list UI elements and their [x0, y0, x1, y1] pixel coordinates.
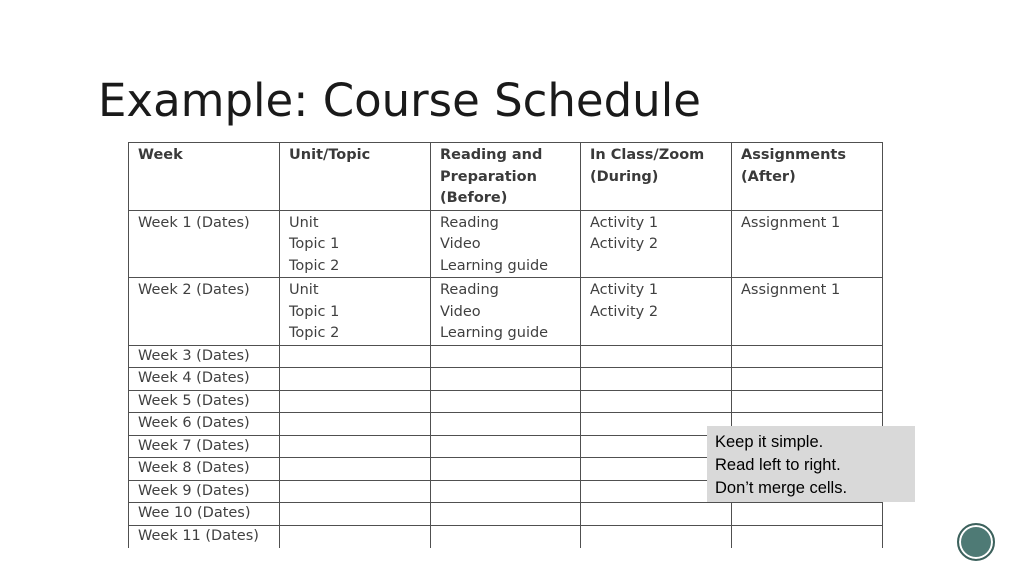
empty-cell: [732, 345, 883, 368]
empty-cell: [280, 480, 431, 503]
empty-cell: [280, 345, 431, 368]
header-line: Preparation: [440, 168, 537, 185]
week-cell: Week 11 (Dates): [129, 525, 280, 548]
header-assignments: [732, 143, 883, 211]
week-cell: Week 4 (Dates): [129, 368, 280, 391]
empty-cell: [431, 345, 581, 368]
topic-item: Topic 2: [289, 325, 340, 341]
header-line: Reading and: [440, 147, 543, 163]
callout-line: Don’t merge cells.: [715, 479, 848, 497]
tips-callout: [707, 426, 915, 502]
empty-cell: [732, 503, 883, 526]
reading-item: Video: [440, 303, 481, 320]
topic-item: Topic 1: [289, 303, 340, 320]
header-line: (Before): [440, 190, 508, 206]
week-cell: Week 9 (Dates): [129, 480, 280, 503]
activity-item: Activity 1: [590, 214, 659, 231]
empty-cell: [581, 503, 732, 526]
activity-item: Activity 1: [590, 282, 659, 298]
header-week: [129, 143, 280, 211]
reading-cell: [431, 210, 581, 278]
topic-item: Topic 1: [289, 236, 340, 252]
empty-cell: [431, 458, 581, 481]
topic-item: Topic 2: [289, 257, 340, 274]
week-cell: [129, 210, 280, 278]
reading-item: Reading: [440, 282, 499, 298]
header-in-class-zoom: [581, 143, 732, 211]
empty-cell: [431, 525, 581, 548]
empty-cell: [431, 413, 581, 436]
week-cell: Week 5 (Dates): [129, 390, 280, 413]
empty-cell: [280, 368, 431, 391]
topics-cell: [280, 278, 431, 346]
table-row: [129, 503, 883, 526]
header-line: Week: [138, 147, 183, 163]
activity-item: Activity 2: [590, 236, 659, 252]
slide-number-badge-icon: [957, 523, 995, 561]
table-row: [129, 368, 883, 391]
empty-cell: [431, 390, 581, 413]
week-cell: Week 3 (Dates): [129, 345, 280, 368]
empty-cell: [732, 525, 883, 548]
topic-item: Unit: [289, 214, 319, 231]
empty-cell: [280, 390, 431, 413]
in-class-cell: [581, 210, 732, 278]
assignment-item: Assignment 1: [741, 282, 841, 298]
header-line: (After): [741, 168, 796, 185]
empty-cell: [732, 390, 883, 413]
empty-cell: [431, 368, 581, 391]
week-label: Week 1 (Dates): [138, 214, 250, 231]
week-cell: Week 6 (Dates): [129, 413, 280, 436]
empty-cell: [581, 390, 732, 413]
reading-item: Learning guide: [440, 257, 549, 274]
assignments-cell: [732, 278, 883, 346]
header-reading-preparation: [431, 143, 581, 211]
week-cell: Wee 10 (Dates): [129, 503, 280, 526]
activity-item: Activity 2: [590, 303, 659, 320]
empty-cell: [280, 503, 431, 526]
slide-title: Example: Course Schedule: [98, 74, 701, 127]
reading-cell: [431, 278, 581, 346]
assignment-item: Assignment 1: [741, 214, 841, 231]
topics-cell: [280, 210, 431, 278]
assignments-cell: [732, 210, 883, 278]
week-label: Week 2 (Dates): [138, 282, 250, 298]
reading-item: Reading: [440, 214, 499, 231]
empty-cell: [732, 368, 883, 391]
topic-item: Unit: [289, 282, 319, 298]
header-line: In Class/Zoom: [590, 147, 705, 163]
empty-cell: [280, 458, 431, 481]
callout-line: Read left to right.: [715, 456, 841, 474]
week-cell: Week 7 (Dates): [129, 435, 280, 458]
header-unit-topic: [280, 143, 431, 211]
empty-cell: [280, 435, 431, 458]
table-row: [129, 525, 883, 548]
empty-cell: [581, 345, 732, 368]
empty-cell: [431, 503, 581, 526]
table-header-row: [129, 143, 883, 211]
table-row: [129, 210, 883, 278]
empty-cell: [581, 525, 732, 548]
empty-cell: [280, 413, 431, 436]
empty-cell: [581, 368, 732, 391]
table-row: [129, 345, 883, 368]
in-class-cell: [581, 278, 732, 346]
table-row: [129, 278, 883, 346]
week-cell: [129, 278, 280, 346]
header-line: (During): [590, 168, 659, 185]
callout-line: Keep it simple.: [715, 433, 824, 451]
header-line: Assignments: [741, 147, 846, 163]
header-line: Unit/Topic: [289, 147, 371, 163]
week-cell: Week 8 (Dates): [129, 458, 280, 481]
empty-cell: [431, 435, 581, 458]
empty-cell: [280, 525, 431, 548]
reading-item: Video: [440, 236, 481, 252]
table-row: [129, 390, 883, 413]
empty-cell: [431, 480, 581, 503]
reading-item: Learning guide: [440, 325, 549, 341]
